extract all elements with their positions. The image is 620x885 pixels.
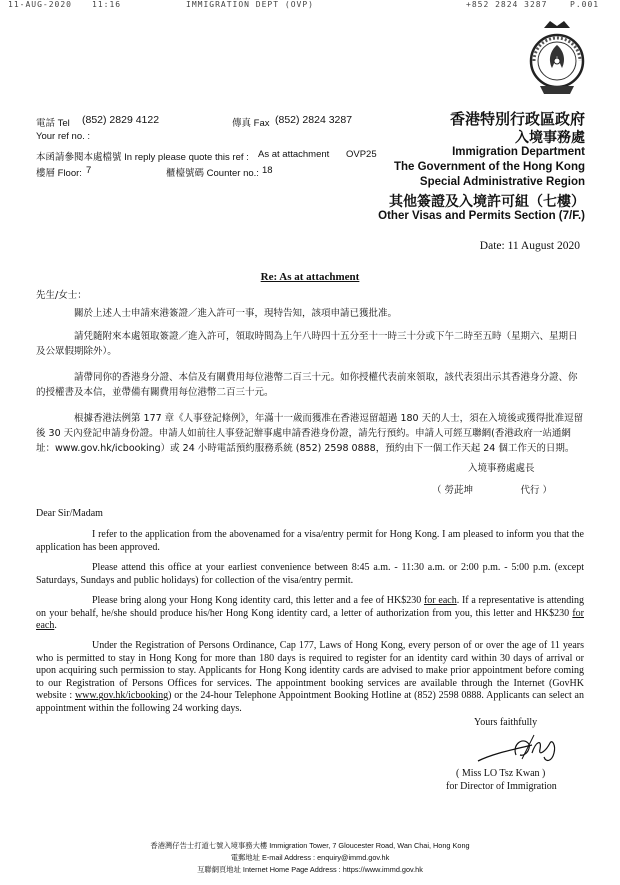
en-paragraph-4-part1: Under the Registration of Persons Ordinance, Cap 177, Laws of Hong Kong, every person of or over the age of 11 years who is permitted to stay in Hong Kong for more than 180 days is required to register for an identity card within 30 days of arrival or upon acquiring such permission to stay. Applicants for Hong Kong identity cards are advised to make prior appointment before coming to our Registration of Persons Offices for services. The appointment booking services are available through the Internet (GovHK website :	[36, 640, 584, 702]
zh-paragraph-1: 關於上述人士申請來港簽證／進入許可一事，現特告知，該項申請已獲批准。	[74, 308, 398, 319]
tel-label: 電話 Tel	[36, 118, 70, 129]
zh-paragraph-2: 請凭隨附來本處領取簽證／進入許可，領取時間為上午八時四十五分至十一時三十分或下午二時至五時（星期六、星期日及公眾假期除外）。	[36, 331, 578, 357]
footer-email: 電郵地址 E-mail Address : enquiry@immd.gov.hk	[230, 853, 390, 862]
counter-label: 櫃檯號碼 Counter no.:	[166, 168, 259, 179]
org-en-department: Immigration Department	[452, 146, 585, 158]
fax-label: 傳真 Fax	[232, 118, 270, 129]
floor-value: 7	[86, 165, 92, 176]
zh-paragraph-4: 根據香港法例第 177 章《人事登記條例》，年滿十一歲而獲准在香港逗留超過 180 天的人士，須在入境後或獲得批准逗留後 30 天內登記申請身份證。申請人如前往人事登記辦事處申請香港身份證，請先行預約。申請人可經互聯網(香港政府一站通網址：www.gov.hk/icbooking）或 24 小時電話預約服務系統 (852) 2598 0888，預約由下一個工作天起 24 個工作天的日期。	[36, 413, 584, 454]
counter-value: 18	[262, 165, 273, 176]
en-paragraph-2: Please attend this office at your earliest convenience between 8:45 a.m. - 11:30 a.m. or 2:00 p.m. - 5:00 p.m. (except Saturdays, Sundays and public holidays) for collection of the visa/entry permit.	[36, 562, 584, 586]
your-ref-label: Your ref no. :	[36, 131, 91, 142]
floor-label: 樓層 Floor:	[36, 168, 82, 179]
immigration-emblem	[526, 18, 588, 98]
org-zh-section: 其他簽證及入境許可組（七樓）	[389, 194, 585, 210]
zh-signatory-title: 入境事務處處長	[468, 463, 535, 474]
zh-salutation: 先生/女士：	[36, 290, 87, 301]
en-salutation: Dear Sir/Madam	[36, 508, 103, 519]
en-paragraph-3-part2: . If a representative is attending on your behalf, he/she should produce his/her Hong Kong identity card, a letter of authorization from you, this letter and HK$230	[36, 595, 584, 619]
en-paragraph-3-part1: Please bring along your Hong Kong identity card, this letter and a fee of HK$230	[92, 595, 424, 606]
icbooking-link[interactable]: www.gov.hk/icbooking	[74, 690, 169, 702]
org-zh-government: 香港特別行政區政府	[449, 110, 585, 128]
subject-line: Re: As at attachment	[260, 271, 360, 283]
our-ref-code: OVP25	[346, 149, 377, 160]
org-en-section: Other Visas and Permits Section (7/F.)	[378, 210, 585, 222]
en-paragraph-1: I refer to the application from the abovenamed for a visa/entry permit for Hong Kong. I am pleased to inform you that the application has been approved.	[36, 529, 584, 553]
en-paragraph-4	[36, 640, 584, 716]
en-paragraph-3-end: .	[54, 620, 57, 632]
en-paragraph-3	[36, 595, 584, 633]
fax-number: (852) 2824 3287	[275, 114, 353, 126]
zh-paragraph-3: 請帶同你的香港身分證、本信及有關費用每位港幣二百三十元。如你授權代表前來領取，該代表須出示其香港身分證、你的授權書及本信，並帶備有關費用每位港幣二百三十元。	[36, 372, 578, 398]
fax-phone: +852 2824 3287	[466, 0, 548, 9]
fee-for-each-2: for each	[36, 607, 584, 632]
signer-name: ( Miss LO Tsz Kwan )	[456, 768, 546, 779]
en-paragraph-4-part2: ) or the 24-hour Telephone Appointment Booking Hotline at (852) 2598 0888. Applicants can select an appointment within the following 24 working days.	[36, 690, 584, 714]
fax-page: P.001	[570, 0, 600, 9]
handwritten-signature	[476, 731, 564, 767]
fax-sender: IMMIGRATION DEPT (OVP)	[186, 0, 314, 9]
footer-address: 香港灣仔告士打道七號入境事務大樓 Immigration Tower, 7 Gloucester Road, Wan Chai, Hong Kong	[150, 841, 470, 850]
our-ref-value: As at attachment	[258, 149, 330, 160]
org-zh-department: 入境事務處	[515, 130, 585, 146]
our-ref-label: 本函請參閱本處檔號 In reply please quote this ref :	[36, 152, 249, 163]
fax-time: 11:16	[92, 0, 122, 9]
zh-signatory-name: （ 勞茈坤 代行 ）	[432, 485, 553, 496]
letter-date: Date: 11 August 2020	[479, 240, 580, 252]
closing-phrase: Yours faithfully	[474, 717, 538, 728]
tel-number: (852) 2829 4122	[82, 114, 160, 126]
signer-role: for Director of Immigration	[446, 781, 557, 792]
org-en-government-line1: The Government of the Hong Kong	[393, 161, 585, 173]
footer-website: 互聯網頁地址 Internet Home Page Address : https://www.immd.gov.hk	[197, 865, 423, 874]
fax-date: 11-AUG-2020	[8, 0, 72, 9]
fee-for-each-1: for each	[423, 595, 457, 606]
org-en-government-line2: Special Administrative Region	[419, 176, 585, 188]
